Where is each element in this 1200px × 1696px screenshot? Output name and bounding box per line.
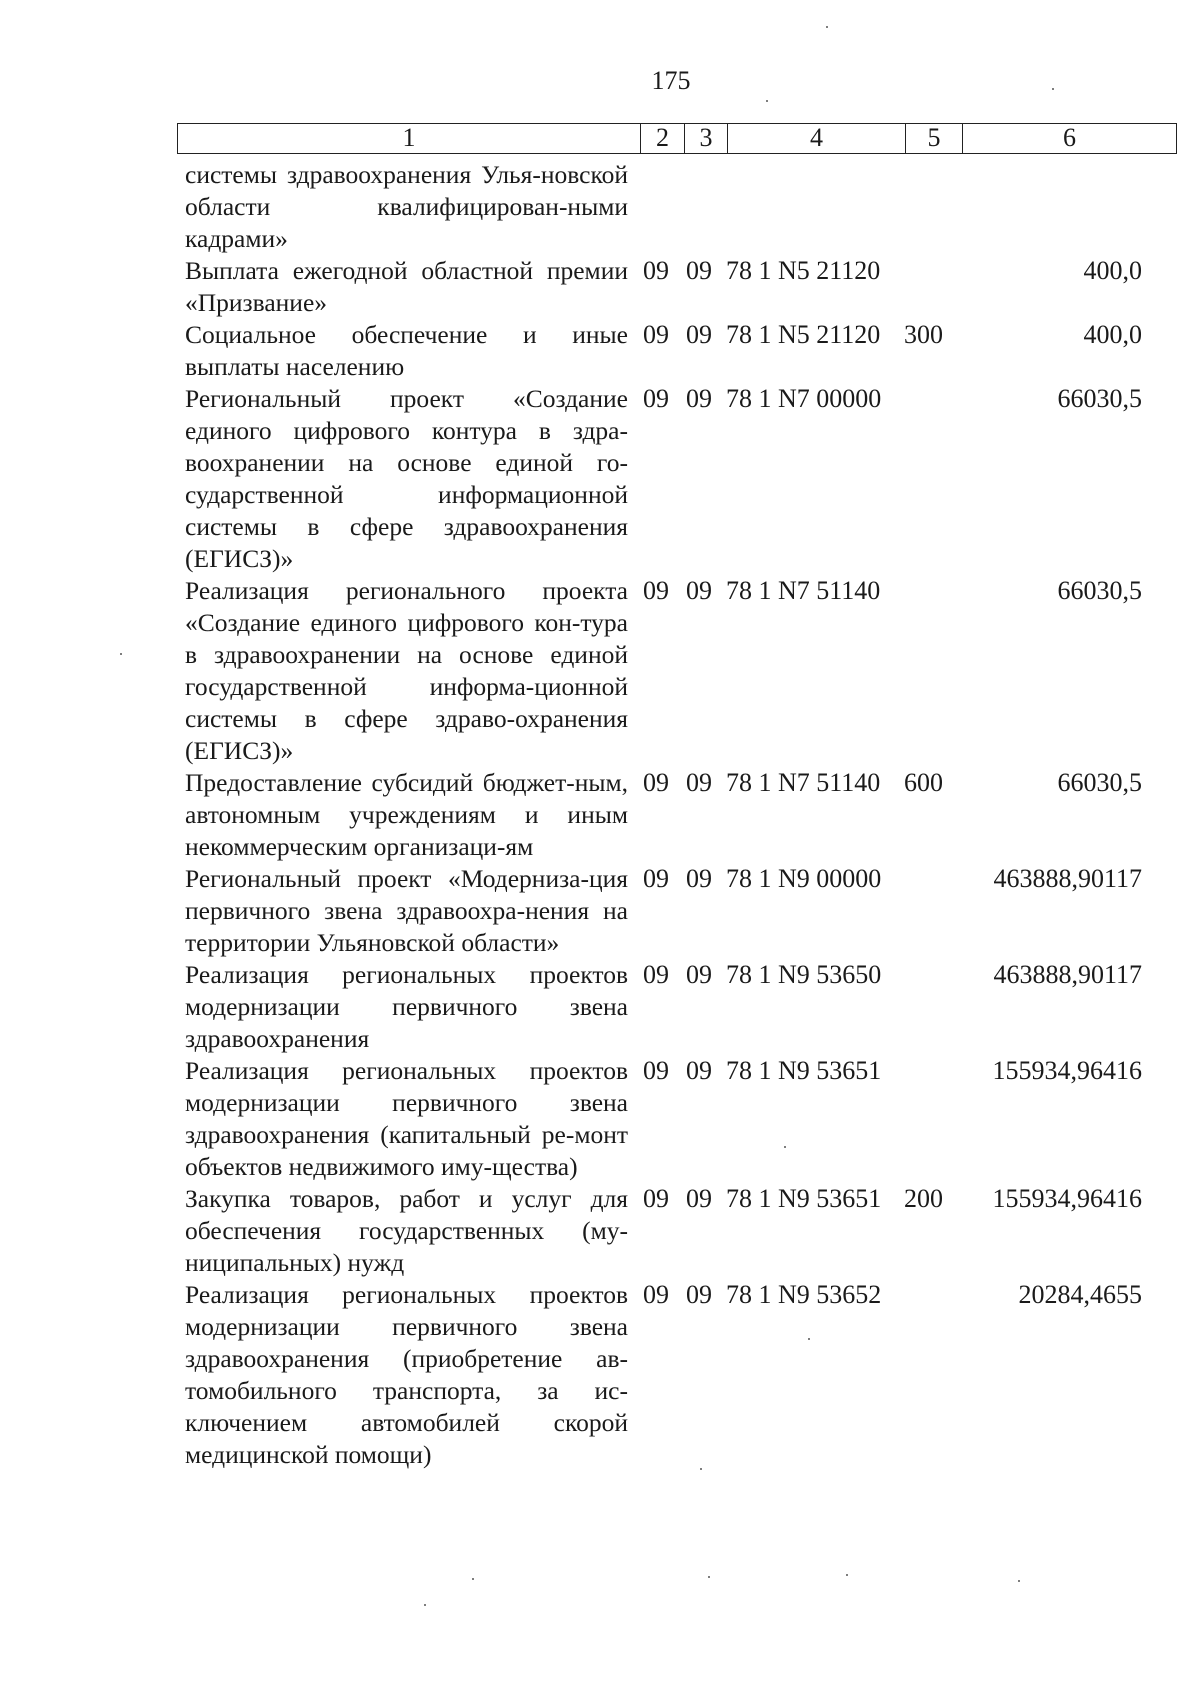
row-target-article: 78 1 N9 53652: [726, 1280, 882, 1309]
row-name: Выплата ежегодной областной премии «Призвание»: [185, 256, 628, 317]
row-name: Реализация регионального проекта «Создание единого цифрового кон-тура в здравоохранении на основе единой государственной информа-ционной системы в сфере здраво-охранения (ЕГИСЗ)»: [185, 576, 628, 765]
row-name: Реализация региональных проектов модернизации первичного звена здравоохранения (приобретение ав-томобильного транспорта, за ис-ключением автомобилей скорой медицинской помощи): [185, 1280, 628, 1469]
scan-speck: [808, 1338, 810, 1340]
row-section: 09: [643, 384, 669, 413]
row-subsection: 09: [686, 320, 712, 349]
table-row: [0, 255, 1200, 319]
scan-speck: [766, 100, 768, 102]
row-section: 09: [643, 320, 669, 349]
row-subsection: 09: [686, 1280, 712, 1309]
row-target-article: 78 1 N9 53651: [726, 1184, 882, 1213]
row-target-article: 78 1 N5 21120: [726, 320, 881, 349]
table-row: [0, 1055, 1200, 1183]
table-row: [0, 959, 1200, 1055]
row-amount: 155934,96416: [992, 1184, 1142, 1213]
row-section: 09: [643, 256, 669, 285]
column-header-5: 5: [906, 124, 963, 153]
row-section: 09: [643, 864, 669, 893]
row-subsection: 09: [686, 576, 712, 605]
row-name: Региональный проект «Создание единого цифрового контура в здра-воохранении на основе единой го-сударственной информационной системы в сфере здравоохранения (ЕГИСЗ)»: [185, 384, 628, 573]
row-subsection: 09: [686, 864, 712, 893]
table-row: [0, 863, 1200, 959]
scan-speck: [784, 1146, 786, 1148]
table-header: [177, 123, 1177, 154]
row-subsection: 09: [686, 768, 712, 797]
row-subsection: 09: [686, 1184, 712, 1213]
scan-speck: [846, 1574, 848, 1576]
row-amount: 66030,5: [1057, 384, 1142, 413]
column-header-6: 6: [1063, 123, 1076, 152]
table-row: [0, 1183, 1200, 1279]
row-name: Предоставление субсидий бюджет-ным, автономным учреждениям и иным некоммерческим организаци-ям: [185, 768, 628, 861]
row-target-article: 78 1 N7 51140: [726, 576, 881, 605]
scan-speck: [708, 1576, 710, 1578]
scan-speck: [826, 26, 828, 28]
row-subsection: 09: [686, 1056, 712, 1085]
table-row: [0, 575, 1200, 767]
row-target-article: 78 1 N9 53650: [726, 960, 882, 989]
column-header-1: 1: [178, 124, 641, 153]
row-target-article: 78 1 N9 00000: [726, 864, 882, 893]
row-name: Реализация региональных проектов модернизации первичного звена здравоохранения: [185, 960, 628, 1053]
row-section: 09: [643, 1184, 669, 1213]
table-row: [0, 383, 1200, 575]
scan-speck: [700, 1468, 702, 1470]
row-amount: 400,0: [1083, 256, 1142, 285]
row-target-article: 78 1 N9 53651: [726, 1056, 882, 1085]
row-target-article: 78 1 N5 21120: [726, 256, 881, 285]
row-amount: 66030,5: [1057, 768, 1142, 797]
row-expense-type: 200: [904, 1184, 943, 1213]
row-section: 09: [643, 576, 669, 605]
row-target-article: 78 1 N7 51140: [726, 768, 881, 797]
row-section: 09: [643, 1280, 669, 1309]
table-row: [0, 767, 1200, 863]
row-name: Социальное обеспечение и иные выплаты населению: [185, 320, 628, 381]
row-amount: 463888,90117: [993, 864, 1142, 893]
scan-speck: [1052, 88, 1054, 90]
row-section: 09: [643, 960, 669, 989]
table-row: [0, 1279, 1200, 1471]
scan-speck: [472, 1578, 474, 1580]
row-amount: 400,0: [1083, 320, 1142, 349]
scan-speck: [120, 653, 122, 655]
row-target-article: 78 1 N7 00000: [726, 384, 882, 413]
row-section: 09: [643, 768, 669, 797]
row-amount: 20284,4655: [1018, 1280, 1142, 1309]
row-amount: 155934,96416: [992, 1056, 1142, 1085]
row-subsection: 09: [686, 960, 712, 989]
budget-table-body: [0, 159, 1200, 1471]
row-name: Реализация региональных проектов модернизации первичного звена здравоохранения (капитальный ре-монт объектов недвижимого иму-щества): [185, 1056, 628, 1181]
row-name: Закупка товаров, работ и услуг для обеспечения государственных (му-ниципальных) нужд: [185, 1184, 628, 1277]
row-name: системы здравоохранения Улья-новской области квалифицирован-ными кадрами»: [185, 160, 628, 253]
row-expense-type: 300: [904, 320, 943, 349]
row-amount: 463888,90117: [993, 960, 1142, 989]
column-header-4: 4: [728, 124, 906, 153]
table-row: [0, 319, 1200, 383]
row-amount: 66030,5: [1057, 576, 1142, 605]
row-section: 09: [643, 1056, 669, 1085]
page-number: 175: [651, 66, 691, 95]
table-row: [0, 159, 1200, 255]
column-header-2: 2: [641, 124, 685, 153]
column-header-3: 3: [685, 124, 728, 153]
scan-speck: [424, 1604, 426, 1606]
scan-speck: [1018, 1580, 1020, 1582]
row-expense-type: 600: [904, 768, 943, 797]
row-subsection: 09: [686, 256, 712, 285]
row-name: Региональный проект «Модерниза-ция первичного звена здравоохра-нения на территории Ульяновской области»: [185, 864, 628, 957]
row-subsection: 09: [686, 384, 712, 413]
